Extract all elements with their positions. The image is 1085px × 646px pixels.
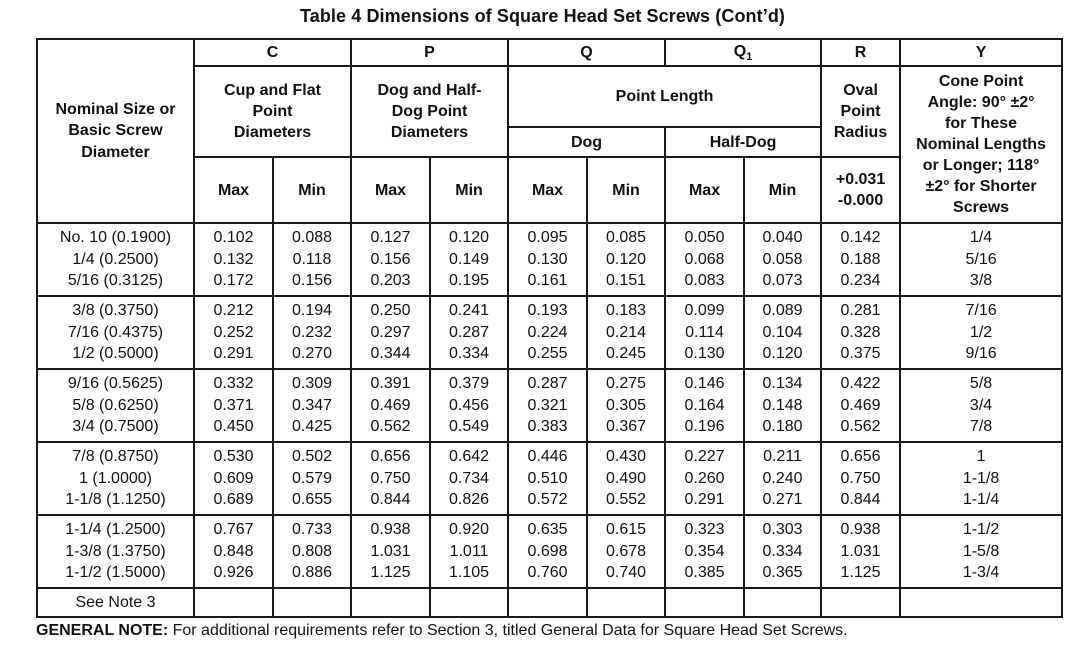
cell-value: 1	[976, 447, 986, 465]
dog-min-cell	[587, 442, 665, 515]
cell-value: 0.193	[527, 301, 568, 319]
oval-radius-cell	[821, 223, 900, 296]
cell-value: 9/16	[965, 345, 997, 363]
header-half-dog: Half-Dog	[665, 127, 821, 157]
cell-value: 0.271	[762, 491, 803, 509]
cell-value: 0.826	[448, 491, 490, 509]
p-min-cell	[430, 515, 508, 588]
cell-value: 0.375	[840, 345, 881, 363]
cell-value: 0.134	[762, 374, 803, 392]
header-cone-point-angle: Cone Point Angle: 90° ±2° for These Nominal Lengths or Longer; 118° ±2° for Shorter Screws	[900, 66, 1062, 223]
cone-angle-length-cell	[900, 223, 1062, 296]
cell-value: No. 10 (0.1900)	[59, 228, 172, 246]
half-dog-min-cell	[744, 442, 821, 515]
cell-value: 1.031	[840, 542, 881, 560]
cell-value: 0.760	[527, 564, 568, 582]
empty-cell	[665, 588, 744, 617]
cell-value: 1/2	[969, 323, 993, 341]
cell-value: 1/4	[969, 228, 993, 246]
cell-value: 0.130	[684, 345, 725, 363]
cell-value: 7/16	[965, 301, 997, 319]
cell-value: 1-1/8 (1.1250)	[65, 491, 166, 509]
general-note-label: GENERAL NOTE:	[36, 622, 169, 639]
cell-value: 5/8 (0.6250)	[72, 396, 159, 414]
p-min-cell	[430, 442, 508, 515]
general-note	[36, 622, 848, 640]
cell-value: 0.203	[370, 272, 411, 290]
cell-value: 0.120	[606, 250, 647, 268]
oval-radius-cell	[821, 369, 900, 442]
c-min-cell	[273, 369, 351, 442]
cell-value: 5/16 (0.3125)	[67, 272, 164, 290]
empty-cell	[273, 588, 351, 617]
c-min-cell	[273, 296, 351, 369]
cell-value: 0.549	[448, 418, 490, 436]
general-note-text: For additional requirements refer to Section 3, titled General Data for Square Head Set Screws.	[172, 622, 848, 639]
cell-value: 0.321	[527, 396, 568, 414]
cell-value: 0.291	[684, 491, 725, 509]
header-letter-q1: $Q_1$	[665, 39, 821, 66]
c-max-cell	[194, 223, 273, 296]
cell-value: 0.196	[684, 418, 725, 436]
cell-value: 0.183	[606, 301, 647, 319]
cell-value: 0.161	[527, 272, 568, 290]
empty-cell	[351, 588, 430, 617]
cell-value: 0.214	[606, 323, 647, 341]
cell-value: 0.240	[762, 469, 803, 487]
cell-value: 0.328	[840, 323, 881, 341]
table-row-group	[37, 442, 1062, 515]
cell-value: 0.391	[370, 374, 411, 392]
empty-cell	[744, 588, 821, 617]
cell-value: 3/8 (0.3750)	[72, 301, 159, 319]
empty-cell	[430, 588, 508, 617]
half-dog-min-cell	[744, 296, 821, 369]
cell-value: 0.655	[291, 491, 333, 509]
cell-value: 0.385	[684, 564, 725, 582]
cell-value: 0.104	[762, 323, 803, 341]
cell-value: 7/8	[969, 418, 993, 436]
cell-value: 0.089	[762, 301, 803, 319]
cell-value: 0.148	[762, 396, 803, 414]
cell-value: 1 (1.0000)	[79, 469, 152, 487]
cell-value: 0.469	[840, 396, 881, 414]
cell-value: 0.379	[448, 374, 490, 392]
half-dog-min-cell	[744, 515, 821, 588]
table-row-group	[37, 223, 1062, 296]
cell-value: 0.469	[370, 396, 411, 414]
header-c-max: Max	[194, 157, 273, 223]
cell-value: 0.172	[213, 272, 254, 290]
cell-value: 1-1/8	[962, 469, 1000, 487]
cell-value: 0.689	[213, 491, 254, 509]
p-max-cell	[351, 369, 430, 442]
p-max-cell	[351, 223, 430, 296]
dog-min-cell	[587, 515, 665, 588]
cell-value: 0.562	[370, 418, 411, 436]
cell-value: 0.678	[606, 542, 647, 560]
cell-value: 0.291	[213, 345, 254, 363]
cell-value: 0.287	[448, 323, 490, 341]
header-half-dog-max: Max	[665, 157, 744, 223]
cell-value: 0.188	[840, 250, 881, 268]
dog-min-cell	[587, 296, 665, 369]
cell-value: 1-1/2	[962, 520, 1000, 538]
empty-cell	[587, 588, 665, 617]
cone-angle-length-cell	[900, 369, 1062, 442]
cell-value: 0.750	[840, 469, 881, 487]
cell-value: 0.938	[840, 520, 881, 538]
cell-value: 0.450	[213, 418, 254, 436]
cell-value: 0.698	[527, 542, 568, 560]
dimensions-table	[36, 38, 1063, 618]
cell-value: 0.808	[291, 542, 333, 560]
cell-value: 0.068	[684, 250, 725, 268]
cell-value: 0.552	[606, 491, 647, 509]
cell-value: 0.156	[291, 272, 333, 290]
half-dog-max-cell	[665, 223, 744, 296]
half-dog-min-cell	[744, 223, 821, 296]
cell-value: 0.130	[527, 250, 568, 268]
c-min-cell	[273, 223, 351, 296]
p-min-cell	[430, 296, 508, 369]
cell-value: 7/8 (0.8750)	[72, 447, 159, 465]
cell-value: 0.083	[684, 272, 725, 290]
half-dog-max-cell	[665, 369, 744, 442]
half-dog-max-cell	[665, 442, 744, 515]
header-letter-y: Y	[900, 39, 1062, 66]
p-max-cell	[351, 442, 430, 515]
cell-value: 0.164	[684, 396, 725, 414]
cell-value: 0.383	[527, 418, 568, 436]
dog-max-cell	[508, 223, 587, 296]
empty-cell	[821, 588, 900, 617]
header-dog-max: Max	[508, 157, 587, 223]
cell-value: 0.275	[606, 374, 647, 392]
cell-value: 0.844	[370, 491, 411, 509]
cell-value: 0.510	[527, 469, 568, 487]
cell-value: 0.095	[527, 228, 568, 246]
table-title: Table 4 Dimensions of Square Head Set Screws (Cont’d)	[299, 6, 786, 26]
c-max-cell	[194, 369, 273, 442]
p-max-cell	[351, 515, 430, 588]
header-p-min: Min	[430, 157, 508, 223]
r-tolerance-minus: -0.000	[837, 192, 884, 209]
cell-value: 0.750	[370, 469, 411, 487]
cell-value: 9/16 (0.5625)	[67, 374, 164, 392]
cell-value: 0.365	[762, 564, 803, 582]
cell-value: 0.740	[606, 564, 647, 582]
header-half-dog-min: Min	[744, 157, 821, 223]
cell-value: 0.572	[527, 491, 568, 509]
cone-angle-length-cell	[900, 442, 1062, 515]
cell-value: 0.422	[840, 374, 881, 392]
cell-value: 1.011	[449, 542, 489, 560]
p-min-cell	[430, 223, 508, 296]
half-dog-min-cell	[744, 369, 821, 442]
cell-value: 0.767	[213, 520, 254, 538]
cell-value: 5/16	[965, 250, 997, 268]
cell-value: 0.309	[291, 374, 333, 392]
cell-value: 1-5/8	[962, 542, 1000, 560]
cell-value: 1-3/8 (1.3750)	[65, 542, 166, 560]
cell-value: 1.105	[448, 564, 490, 582]
cell-value: 0.132	[213, 250, 254, 268]
header-letter-q: Q	[508, 39, 665, 66]
cell-value: 0.642	[448, 447, 490, 465]
half-dog-max-cell	[665, 296, 744, 369]
oval-radius-cell	[821, 296, 900, 369]
cell-value: 0.151	[606, 272, 647, 290]
cell-value: 0.635	[527, 520, 568, 538]
c-max-cell	[194, 515, 273, 588]
header-dog: Dog	[508, 127, 665, 157]
dog-max-cell	[508, 369, 587, 442]
cell-value: 0.446	[527, 447, 568, 465]
cell-value: 0.848	[213, 542, 254, 560]
header-letter-p: P	[351, 39, 508, 66]
cone-angle-length-cell	[900, 515, 1062, 588]
nominal-size-cell	[37, 296, 194, 369]
cell-value: 0.234	[840, 272, 881, 290]
cell-value: 3/8	[969, 272, 993, 290]
cell-value: 0.255	[527, 345, 568, 363]
cell-value: 0.926	[213, 564, 254, 582]
cell-value: 0.073	[762, 272, 803, 290]
header-cup-flat-diameters: Cup and Flat Point Diameters	[194, 66, 351, 157]
cell-value: 5/8	[969, 374, 993, 392]
subscript-1: 1	[746, 51, 753, 63]
cell-value: 1-3/4	[962, 564, 1000, 582]
p-min-cell	[430, 369, 508, 442]
p-max-cell	[351, 296, 430, 369]
cell-value: 0.281	[840, 301, 881, 319]
cell-value: 1-1/4	[962, 491, 1000, 509]
cell-value: 0.050	[684, 228, 725, 246]
header-letter-c: C	[194, 39, 351, 66]
cell-value: 0.195	[448, 272, 490, 290]
cell-value: 0.250	[370, 301, 411, 319]
cell-value: 0.886	[291, 564, 333, 582]
cell-value: 0.252	[213, 323, 254, 341]
cell-value: 0.656	[840, 447, 881, 465]
cell-value: 1-1/2 (1.5000)	[65, 564, 166, 582]
dog-min-cell	[587, 369, 665, 442]
cell-value: 0.354	[684, 542, 725, 560]
cell-value: 0.085	[606, 228, 647, 246]
cell-value: 0.734	[448, 469, 490, 487]
cell-value: 0.367	[606, 418, 647, 436]
empty-cell	[508, 588, 587, 617]
cell-value: 0.227	[684, 447, 725, 465]
dog-max-cell	[508, 442, 587, 515]
cell-value: 0.127	[370, 228, 411, 246]
cell-value: 3/4 (0.7500)	[72, 418, 159, 436]
cell-value: 0.502	[291, 447, 333, 465]
c-min-cell	[273, 515, 351, 588]
cell-value: 0.371	[213, 396, 254, 414]
cell-value: 0.156	[370, 250, 411, 268]
cell-value: 0.180	[762, 418, 803, 436]
cell-value: 0.114	[685, 323, 724, 341]
cell-value: 0.120	[448, 228, 490, 246]
cell-value: 1-1/4 (1.2500)	[65, 520, 166, 538]
cell-value: 0.332	[213, 374, 254, 392]
cell-value: 0.142	[840, 228, 881, 246]
cell-value: 0.844	[840, 491, 881, 509]
empty-cell	[194, 588, 273, 617]
header-nominal-size: Nominal Size or Basic Screw Diameter	[37, 39, 194, 223]
cell-value: 0.938	[370, 520, 411, 538]
header-letter-r: R	[821, 39, 900, 66]
cell-value: 3/4	[969, 396, 993, 414]
cell-value: 1/4 (0.2500)	[72, 250, 159, 268]
cell-value: 0.224	[527, 323, 568, 341]
cell-value: 0.530	[213, 447, 254, 465]
nominal-size-cell	[37, 369, 194, 442]
r-tolerance-plus: +0.031	[835, 171, 886, 188]
cell-value: 0.347	[291, 396, 333, 414]
cell-value: 0.232	[291, 323, 333, 341]
dog-min-cell	[587, 223, 665, 296]
nominal-size-cell	[37, 223, 194, 296]
cell-value: 0.194	[291, 301, 333, 319]
cell-value: 1.125	[370, 564, 411, 582]
table-row-group	[37, 369, 1062, 442]
header-dog-half-dog-diameters: Dog and Half-Dog Point Diameters	[351, 66, 508, 157]
header-point-length: Point Length	[508, 66, 821, 127]
cell-value: 0.609	[213, 469, 254, 487]
cell-value: 0.733	[291, 520, 333, 538]
cell-value: 0.118	[292, 250, 332, 268]
cell-value: 1.031	[370, 542, 411, 560]
table-row-group	[37, 515, 1062, 588]
cell-value: 0.245	[606, 345, 647, 363]
cell-value: 0.146	[684, 374, 725, 392]
header-c-min: Min	[273, 157, 351, 223]
cell-value: 0.297	[370, 323, 411, 341]
cell-value: 0.579	[291, 469, 333, 487]
c-max-cell	[194, 442, 273, 515]
cell-value: 0.040	[762, 228, 803, 246]
cell-value: 0.303	[762, 520, 803, 538]
dog-max-cell	[508, 296, 587, 369]
oval-radius-cell	[821, 515, 900, 588]
empty-cell	[900, 588, 1062, 617]
cell-value: 0.490	[606, 469, 647, 487]
header-dog-min: Min	[587, 157, 665, 223]
cell-value: 0.241	[448, 301, 490, 319]
header-oval-point-radius: Oval Point Radius	[821, 66, 900, 157]
cell-value: 0.615	[606, 520, 647, 538]
dog-max-cell	[508, 515, 587, 588]
cell-value: 0.120	[762, 345, 803, 363]
cell-value: 0.656	[370, 447, 411, 465]
cell-value: 7/16 (0.4375)	[67, 323, 164, 341]
cell-value: 0.425	[291, 418, 333, 436]
cell-value: 0.260	[684, 469, 725, 487]
cell-value: 0.058	[762, 250, 803, 268]
cell-value: 0.334	[448, 345, 490, 363]
cell-value: 0.305	[606, 396, 647, 414]
nominal-size-cell	[37, 515, 194, 588]
header-p-max: Max	[351, 157, 430, 223]
cell-value: 0.323	[684, 520, 725, 538]
table-row-group	[37, 296, 1062, 369]
see-note-cell: See Note 3	[37, 588, 194, 617]
cell-value: 0.099	[684, 301, 725, 319]
cell-value: 0.088	[291, 228, 333, 246]
oval-radius-cell	[821, 442, 900, 515]
cell-value: 0.456	[448, 396, 490, 414]
cell-value: 0.102	[213, 228, 254, 246]
c-max-cell	[194, 296, 273, 369]
cell-value: 0.270	[291, 345, 333, 363]
cell-value: 0.430	[606, 447, 647, 465]
c-min-cell	[273, 442, 351, 515]
nominal-size-cell	[37, 442, 194, 515]
cone-angle-length-cell	[900, 296, 1062, 369]
header-r-tolerance	[821, 157, 900, 223]
cell-value: 0.211	[763, 447, 802, 465]
cell-value: 0.562	[840, 418, 881, 436]
cell-value: 0.287	[527, 374, 568, 392]
cell-value: 0.344	[370, 345, 411, 363]
cell-value: 0.149	[448, 250, 490, 268]
cell-value: 0.920	[448, 520, 490, 538]
cell-value: 0.212	[213, 301, 254, 319]
cell-value: 1/2 (0.5000)	[72, 345, 159, 363]
half-dog-max-cell	[665, 515, 744, 588]
cell-value: 1.125	[840, 564, 881, 582]
cell-value: 0.334	[762, 542, 803, 560]
